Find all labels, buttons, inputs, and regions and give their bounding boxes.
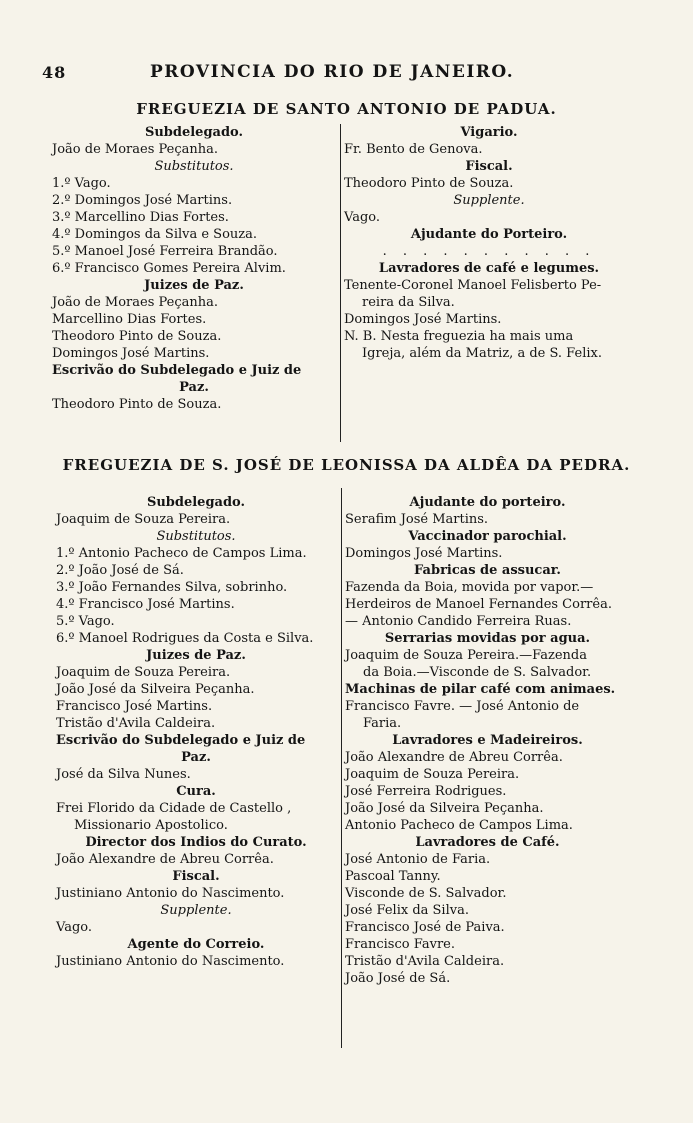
- column-entry: . . . . . . . . . . .: [382, 244, 596, 259]
- column-entry: 2.º Domingos José Martins.: [52, 193, 233, 208]
- column-entry: Theodoro Pinto de Souza.: [52, 397, 222, 412]
- column-entry: Domingos José Martins.: [52, 346, 210, 361]
- column-heading: Paz.: [181, 750, 211, 765]
- column-entry: Justiniano Antonio do Nascimento.: [56, 954, 285, 969]
- column-heading: Fabricas de assucar.: [414, 563, 561, 578]
- column-heading: Fiscal.: [172, 869, 220, 884]
- column-entry: N. B. Nesta freguezia ha mais uma: [344, 329, 574, 344]
- column-entry: João de Moraes Peçanha.: [52, 142, 219, 157]
- column-entry: Justiniano Antonio do Nascimento.: [56, 886, 285, 901]
- column-entry: 1.º Antonio Pacheco de Campos Lima.: [56, 546, 307, 561]
- column-entry: 4.º Francisco José Martins.: [56, 597, 235, 612]
- column-entry: Faria.: [363, 716, 402, 731]
- column-heading: Supplente.: [160, 903, 232, 918]
- column-entry: Igreja, além da Matriz, a de S. Felix.: [362, 346, 602, 361]
- column-entry: 5.º Manoel José Ferreira Brandão.: [52, 244, 278, 259]
- column-entry: da Boia.—Visconde de S. Salvador.: [363, 665, 592, 680]
- section2-left-column: [56, 494, 336, 970]
- column-entry: 6.º Manoel Rodrigues da Costa e Silva.: [56, 631, 314, 646]
- section1-title: FREGUEZIA DE SANTO ANTONIO DE PADUA.: [136, 100, 557, 118]
- column-entry: Joaquim de Souza Pereira.: [345, 767, 520, 782]
- column-entry: João José de Sá.: [345, 971, 451, 986]
- column-heading: Supplente.: [453, 193, 525, 208]
- column-entry: 2.º João José de Sá.: [56, 563, 184, 578]
- column-heading: Paz.: [179, 380, 209, 395]
- column-heading: Escrivão do Subdelegado e Juiz de: [56, 733, 306, 748]
- column-heading: Fiscal.: [465, 159, 513, 174]
- column-entry: Marcellino Dias Fortes.: [52, 312, 207, 327]
- column-entry: João José da Silveira Peçanha.: [345, 801, 544, 816]
- column-heading: Cura.: [176, 784, 216, 799]
- column-entry: Domingos José Martins.: [345, 546, 503, 561]
- column-heading: Substitutos.: [154, 159, 234, 174]
- column-entry: João José da Silveira Peçanha.: [56, 682, 255, 697]
- page-number: 48: [42, 63, 67, 82]
- column-entry: Joaquim de Souza Pereira.: [56, 665, 231, 680]
- column-heading: Escrivão do Subdelegado e Juiz de: [52, 363, 302, 378]
- column-heading: Subdelegado.: [146, 495, 246, 510]
- column-heading: Juizes de Paz.: [144, 278, 244, 293]
- column-heading: Director dos Indios do Curato.: [85, 835, 307, 850]
- column-entry: José Felix da Silva.: [345, 903, 469, 918]
- column-entry: 5.º Vago.: [56, 614, 115, 629]
- column-entry: 1.º Vago.: [52, 176, 111, 191]
- column-entry: Francisco Favre.: [345, 937, 455, 952]
- column-entry: Tristão d'Avila Caldeira.: [345, 954, 505, 969]
- column-heading: Juizes de Paz.: [146, 648, 246, 663]
- column-entry: Domingos José Martins.: [344, 312, 502, 327]
- column-entry: Tristão d'Avila Caldeira.: [56, 716, 216, 731]
- column-entry: 4.º Domingos da Silva e Souza.: [52, 227, 258, 242]
- column-entry: Fazenda da Boia, movida por vapor.—: [345, 580, 594, 595]
- column-entry: 3.º João Fernandes Silva, sobrinho.: [56, 580, 288, 595]
- section2-title: FREGUEZIA DE S. JOSÉ DE LEONISSA DA ALDÊA DA PEDRA.: [62, 456, 631, 474]
- column-entry: João Alexandre de Abreu Corrêa.: [345, 750, 563, 765]
- column-entry: Missionario Apostolico.: [74, 818, 228, 833]
- column-heading: Vaccinador parochial.: [408, 529, 567, 544]
- column-entry: Fr. Bento de Genova.: [344, 142, 483, 157]
- section1-right-column: [344, 124, 634, 362]
- column-heading: Lavradores de Café.: [415, 835, 560, 850]
- column-entry: 6.º Francisco Gomes Pereira Alvim.: [52, 261, 286, 276]
- column-heading: Ajudante do porteiro.: [409, 495, 566, 510]
- column-entry: 3.º Marcellino Dias Fortes.: [52, 210, 229, 225]
- column-entry: Theodoro Pinto de Souza.: [344, 176, 514, 191]
- column-entry: Francisco José Martins.: [56, 699, 213, 714]
- column-entry: João de Moraes Peçanha.: [52, 295, 219, 310]
- section1-divider: [340, 124, 341, 442]
- column-entry: Antonio Pacheco de Campos Lima.: [345, 818, 573, 833]
- column-entry: — Antonio Candido Ferreira Ruas.: [345, 614, 572, 629]
- page-header: PROVINCIA DO RIO DE JANEIRO.: [150, 62, 515, 82]
- column-entry: reira da Silva.: [362, 295, 455, 310]
- column-entry: Joaquim de Souza Pereira.—Fazenda: [345, 648, 587, 663]
- column-heading: Substitutos.: [156, 529, 236, 544]
- column-entry: José Antonio de Faria.: [345, 852, 491, 867]
- column-entry: João Alexandre de Abreu Corrêa.: [56, 852, 274, 867]
- column-heading: Lavradores e Madeireiros.: [392, 733, 583, 748]
- column-heading: Subdelegado.: [144, 125, 244, 140]
- column-heading: Agente do Correio.: [127, 937, 265, 952]
- section2-right-column: [345, 494, 630, 987]
- column-heading: Serrarias movidas por agua.: [384, 631, 591, 646]
- column-entry: Pascoal Tanny.: [345, 869, 441, 884]
- column-entry: José Ferreira Rodrigues.: [345, 784, 507, 799]
- column-heading: Lavradores de café e legumes.: [378, 261, 600, 276]
- column-heading: Ajudante do Porteiro.: [410, 227, 568, 242]
- column-entry: Frei Florido da Cidade de Castello ,: [56, 801, 292, 816]
- column-entry: Vago.: [56, 920, 92, 935]
- column-heading: Vigario.: [460, 125, 518, 140]
- column-entry: Serafim José Martins.: [345, 512, 489, 527]
- column-entry: Vago.: [344, 210, 380, 225]
- column-entry: Francisco Favre. — José Antonio de: [345, 699, 580, 714]
- section1-left-column: [52, 124, 336, 413]
- column-entry: Visconde de S. Salvador.: [345, 886, 507, 901]
- column-entry: Theodoro Pinto de Souza.: [52, 329, 222, 344]
- section2-divider: [341, 488, 342, 1048]
- column-heading: Machinas de pilar café com animaes.: [345, 682, 616, 697]
- column-entry: Tenente-Coronel Manoel Felisberto Pe-: [344, 278, 602, 293]
- column-entry: Herdeiros de Manoel Fernandes Corrêa.: [345, 597, 612, 612]
- column-entry: Joaquim de Souza Pereira.: [56, 512, 231, 527]
- column-entry: José da Silva Nunes.: [56, 767, 191, 782]
- column-entry: Francisco José de Paiva.: [345, 920, 505, 935]
